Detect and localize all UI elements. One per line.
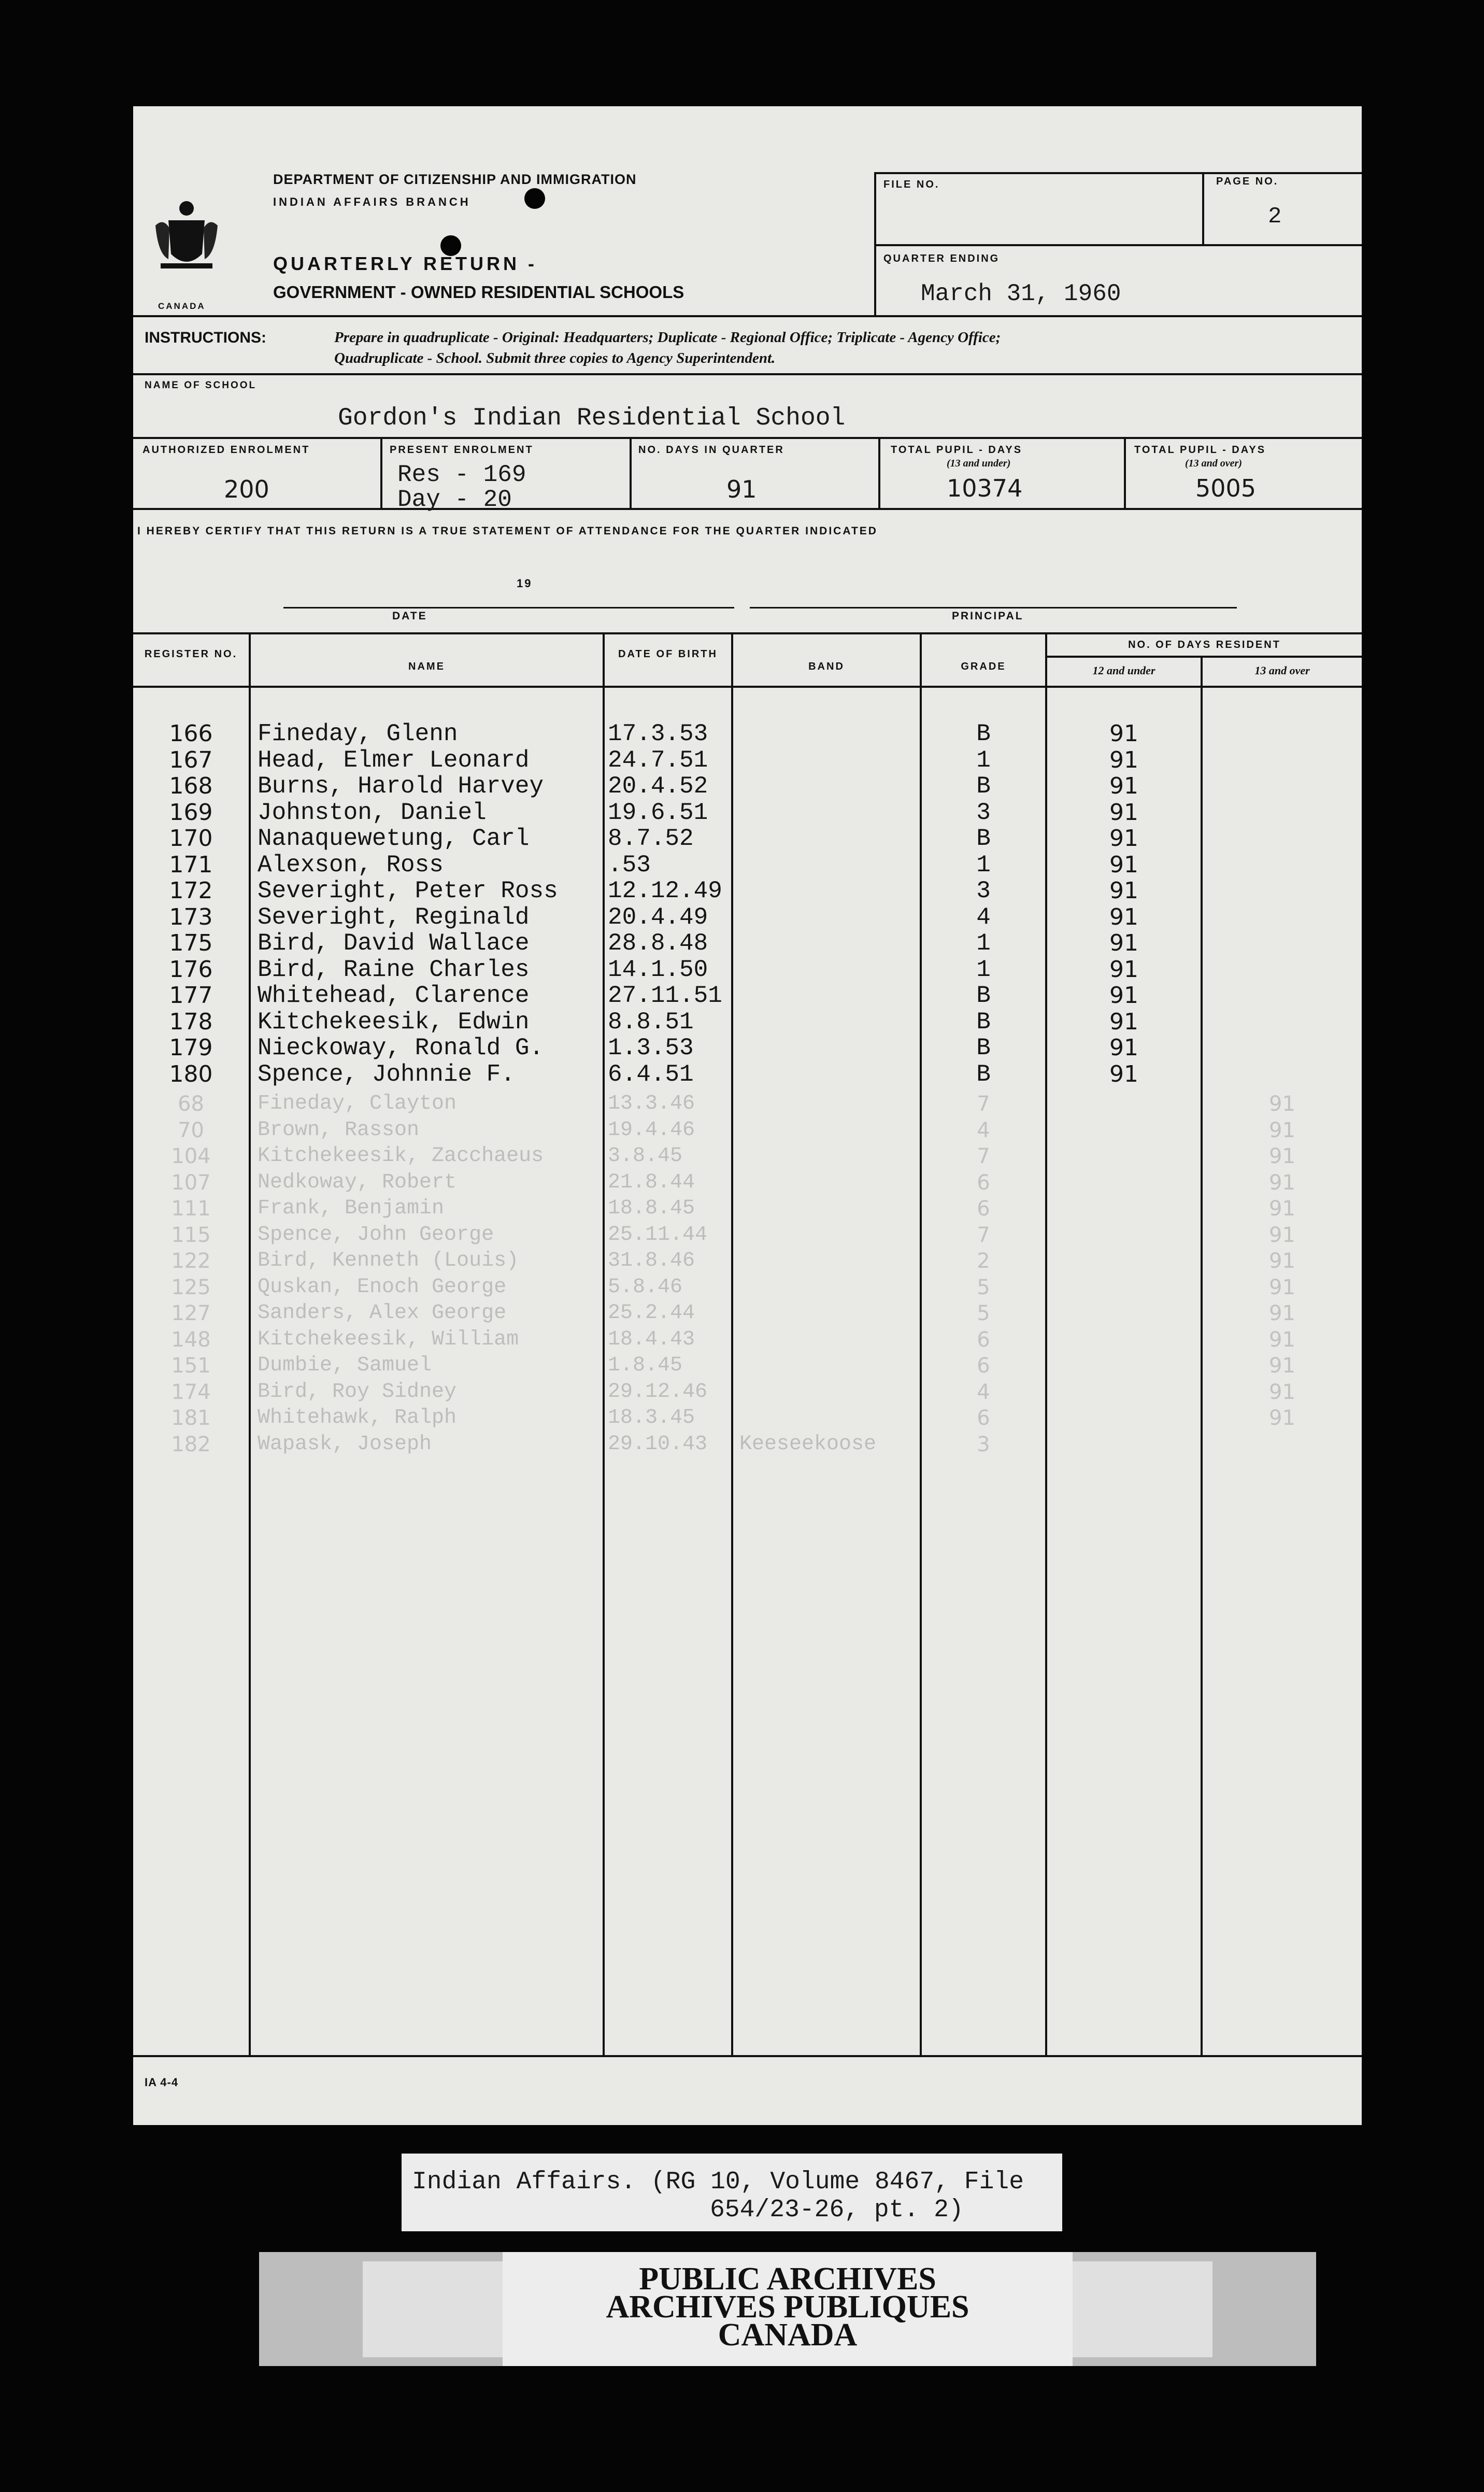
days-resident-under-12: 91 (1109, 1008, 1138, 1035)
date-of-birth: 1.3.53 (608, 1035, 694, 1061)
bleed-pupil-name: Spence, John George (258, 1223, 494, 1247)
bleed-band: Keeseekoose (739, 1432, 877, 1456)
page-number: 2 (1268, 204, 1282, 230)
days-resident-under-12: 91 (1109, 956, 1138, 983)
bleed-days-over-13: 91 (1269, 1275, 1295, 1299)
bleed-register-number: 127 (171, 1301, 211, 1325)
bleed-days-over-13: 91 (1269, 1249, 1295, 1273)
coat-of-arms-icon (153, 197, 220, 275)
bleed-date-of-birth: 13.3.46 (608, 1092, 695, 1115)
band-header: BAND (808, 661, 845, 672)
grade: 3 (976, 799, 991, 826)
pupil-days-over-sub: (13 and over) (1185, 458, 1242, 469)
pupil-name: Spence, Johnnie F. (258, 1060, 515, 1088)
grade: B (976, 1060, 991, 1088)
bleed-grade: 6 (977, 1327, 990, 1352)
grade: B (976, 1035, 991, 1061)
date-label: DATE (392, 610, 427, 622)
certify-statement: I HEREBY CERTIFY THAT THIS RETURN IS A TRUE STATEMENT OF ATTENDANCE FOR THE QUARTER INDICATED (137, 525, 878, 537)
bleed-pupil-name: Sanders, Alex George (258, 1301, 507, 1325)
present-enrolment-res: Res - 169 (397, 461, 526, 488)
bleed-date-of-birth: 1.8.45 (608, 1354, 683, 1377)
principal-label: PRINCIPAL (952, 610, 1024, 622)
grade: 1 (976, 956, 991, 983)
pupil-name: Bird, Raine Charles (258, 956, 530, 983)
register-number: 180 (169, 1060, 213, 1087)
days-resident-under-12: 91 (1109, 903, 1138, 930)
bleed-pupil-name: Brown, Rasson (258, 1118, 420, 1142)
bleed-pupil-name: Whitehawk, Ralph (258, 1406, 457, 1429)
days-resident-under-12: 91 (1109, 825, 1138, 852)
bleed-register-number: 182 (171, 1432, 211, 1456)
archive-stamp (259, 2252, 1316, 2366)
register-number: 169 (169, 799, 213, 826)
grade: 4 (976, 903, 991, 931)
pupil-name: Whitehead, Clarence (258, 982, 530, 1009)
canada-label: CANADA (158, 301, 206, 311)
register-number: 177 (169, 982, 213, 1009)
quarter-ending-value: March 31, 1960 (921, 280, 1121, 307)
grade: B (976, 825, 991, 852)
bleed-grade: 4 (977, 1380, 990, 1404)
days-resident-under-12: 91 (1109, 799, 1138, 826)
date-of-birth: 8.7.52 (608, 825, 694, 852)
punch-hole (524, 188, 545, 209)
bleed-register-number: 181 (171, 1406, 211, 1430)
over-13-header: 13 and over (1254, 664, 1310, 677)
bleed-register-number: 115 (171, 1223, 211, 1247)
bleed-register-number: 68 (178, 1092, 204, 1116)
bleed-register-number: 174 (171, 1380, 211, 1404)
bleed-grade: 5 (977, 1301, 990, 1325)
bleed-days-over-13: 91 (1269, 1301, 1295, 1325)
bleed-pupil-name: Bird, Kenneth (Louis) (258, 1249, 519, 1272)
pupil-name: Kitchekeesik, Edwin (258, 1008, 530, 1036)
days-resident-under-12: 91 (1109, 930, 1138, 956)
bleed-date-of-birth: 3.8.45 (608, 1144, 683, 1168)
bleed-grade: 7 (977, 1144, 990, 1168)
date-of-birth: 20.4.52 (608, 773, 708, 800)
bleed-date-of-birth: 25.11.44 (608, 1223, 708, 1247)
pupil-name: Nanaquewetung, Carl (258, 825, 530, 852)
bleed-days-over-13: 91 (1269, 1197, 1295, 1221)
present-enrolment-day: Day - 20 (397, 486, 512, 513)
bleed-pupil-name: Nedkoway, Robert (258, 1170, 457, 1194)
pupil-name: Bird, David Wallace (258, 930, 530, 957)
grade: B (976, 773, 991, 800)
bleed-grade: 6 (977, 1354, 990, 1378)
bleed-days-over-13: 91 (1269, 1223, 1295, 1247)
grade: 1 (976, 930, 991, 957)
bleed-register-number: 122 (171, 1249, 211, 1273)
bleed-grade: 3 (977, 1432, 990, 1456)
days-resident-under-12: 91 (1109, 746, 1138, 773)
bleed-days-over-13: 91 (1269, 1144, 1295, 1168)
bleed-pupil-name: Wapask, Joseph (258, 1432, 432, 1456)
days-resident-under-12: 91 (1109, 982, 1138, 1009)
bleed-register-number: 151 (171, 1354, 211, 1378)
school-name: Gordon's Indian Residential School (338, 404, 846, 432)
grade: 1 (976, 851, 991, 879)
register-no-header: REGISTER NO. (144, 648, 238, 660)
form-title: QUARTERLY RETURN - (273, 253, 538, 274)
page-no-label: PAGE NO. (1216, 176, 1279, 187)
pupil-name: Severight, Reginald (258, 903, 530, 931)
pupil-name: Fineday, Glenn (258, 720, 458, 747)
grade: 3 (976, 877, 991, 904)
bleed-days-over-13: 91 (1269, 1327, 1295, 1352)
archive-reference-line-2: 654/23-26, pt. 2) (710, 2196, 964, 2224)
bleed-grade: 7 (977, 1092, 990, 1116)
register-number: 171 (169, 851, 213, 878)
days-resident-under-12: 91 (1109, 1035, 1138, 1061)
form-subtitle: GOVERNMENT - OWNED RESIDENTIAL SCHOOLS (273, 282, 684, 302)
authorized-enrolment-value: 200 (224, 475, 269, 503)
register-number: 172 (169, 877, 213, 904)
bleed-days-over-13: 91 (1269, 1354, 1295, 1378)
days-resident-under-12: 91 (1109, 851, 1138, 878)
date-of-birth: 12.12.49 (608, 877, 722, 904)
pupil-days-under-sub: (13 and under) (947, 458, 1011, 469)
date-of-birth: .53 (608, 851, 651, 879)
date-year-prefix: 19 (517, 577, 533, 590)
under-12-header: 12 and under (1092, 664, 1155, 677)
bleed-pupil-name: Quskan, Enoch George (258, 1275, 507, 1299)
days-resident-under-12: 91 (1109, 877, 1138, 904)
table-bottom-border (133, 2055, 1362, 2057)
bleed-date-of-birth: 5.8.46 (608, 1275, 683, 1299)
bleed-grade: 7 (977, 1223, 990, 1247)
bleed-date-of-birth: 19.4.46 (608, 1118, 695, 1142)
register-number: 175 (169, 930, 213, 956)
present-enrolment-label: PRESENT ENROLMENT (390, 444, 534, 456)
register-number: 179 (169, 1035, 213, 1061)
pupil-name: Severight, Peter Ross (258, 877, 558, 904)
bleed-date-of-birth: 25.2.44 (608, 1301, 695, 1325)
pupil-name: Burns, Harold Harvey (258, 773, 544, 800)
pupil-name: Johnston, Daniel (258, 799, 487, 826)
bleed-grade: 5 (977, 1275, 990, 1299)
pupil-days-under-label: TOTAL PUPIL - DAYS (891, 444, 1023, 456)
bleed-days-over-13: 91 (1269, 1118, 1295, 1142)
date-of-birth: 19.6.51 (608, 799, 708, 826)
pupil-days-over-value: 5005 (1195, 474, 1257, 502)
bleed-grade: 4 (977, 1118, 990, 1142)
pupil-name: Alexson, Ross (258, 851, 444, 879)
bleed-days-over-13: 91 (1269, 1170, 1295, 1195)
date-of-birth: 20.4.49 (608, 903, 708, 931)
instructions-line-2: Quadruplicate - School. Submit three copies to Agency Superintendent. (334, 350, 776, 366)
grade: B (976, 982, 991, 1009)
archive-reference-line-1: Indian Affairs. (RG 10, Volume 8467, File (412, 2168, 1024, 2196)
register-number: 178 (169, 1008, 213, 1035)
date-of-birth: 14.1.50 (608, 956, 708, 983)
days-resident-under-12: 91 (1109, 1060, 1138, 1087)
date-of-birth: 27.11.51 (608, 982, 722, 1009)
days-in-quarter-value: 91 (726, 475, 757, 503)
archive-stamp-line-2: ARCHIVES PUBLIQUES (606, 2289, 969, 2325)
pupil-name: Head, Elmer Leonard (258, 746, 530, 774)
bleed-register-number: 70 (178, 1118, 204, 1142)
table-header-border (133, 686, 1362, 688)
days-resident-under-12: 91 (1109, 720, 1138, 747)
pupil-days-over-label: TOTAL PUPIL - DAYS (1134, 444, 1266, 456)
days-resident-header: NO. OF DAYS RESIDENT (1128, 639, 1281, 650)
grade-header: GRADE (961, 661, 1006, 672)
school-name-label: NAME OF SCHOOL (145, 380, 257, 391)
instructions-line-1: Prepare in quadruplicate - Original: Headquarters; Duplicate - Regional Office; Triplicate - Agency Office; (334, 329, 1001, 346)
table-top-border (133, 632, 1362, 634)
register-number: 173 (169, 903, 213, 930)
bleed-date-of-birth: 31.8.46 (608, 1249, 695, 1272)
bleed-date-of-birth: 21.8.44 (608, 1170, 695, 1194)
bleed-pupil-name: Kitchekeesik, Zacchaeus (258, 1144, 544, 1168)
date-of-birth: 24.7.51 (608, 746, 708, 774)
pupil-days-under-value: 10374 (947, 474, 1023, 502)
bleed-pupil-name: Dumbie, Samuel (258, 1354, 432, 1377)
register-number: 176 (169, 956, 213, 983)
archive-stamp-line-1: PUBLIC ARCHIVES (639, 2261, 936, 2297)
bleed-grade: 6 (977, 1170, 990, 1195)
bleed-pupil-name: Kitchekeesik, William (258, 1327, 519, 1351)
bleed-days-over-13: 91 (1269, 1380, 1295, 1404)
register-number: 166 (169, 720, 213, 747)
bleed-pupil-name: Frank, Benjamin (258, 1197, 445, 1220)
bleed-days-over-13: 91 (1269, 1092, 1295, 1116)
department-name: DEPARTMENT OF CITIZENSHIP AND IMMIGRATION (273, 172, 637, 187)
authorized-enrolment-label: AUTHORIZED ENROLMENT (142, 444, 310, 456)
bleed-date-of-birth: 18.4.43 (608, 1327, 695, 1351)
register-number: 167 (169, 746, 213, 773)
principal-line (750, 607, 1237, 608)
archive-reference-label (402, 2154, 1062, 2231)
date-of-birth: 28.8.48 (608, 930, 708, 957)
name-header: NAME (408, 661, 445, 672)
bleed-register-number: 111 (171, 1197, 211, 1221)
grade: B (976, 720, 991, 747)
date-of-birth: 6.4.51 (608, 1060, 694, 1088)
bleed-date-of-birth: 18.3.45 (608, 1406, 695, 1429)
register-number: 170 (169, 825, 213, 852)
form-sheet (133, 106, 1362, 2125)
bleed-register-number: 104 (171, 1144, 211, 1168)
bleed-register-number: 107 (171, 1170, 211, 1195)
grade: 1 (976, 746, 991, 774)
bleed-date-of-birth: 29.10.43 (608, 1432, 708, 1456)
date-of-birth: 8.8.51 (608, 1008, 694, 1036)
grade: B (976, 1008, 991, 1036)
archive-stamp-line-3: CANADA (718, 2317, 858, 2353)
date-line (283, 607, 734, 608)
register-number: 168 (169, 773, 213, 799)
bleed-grade: 6 (977, 1197, 990, 1221)
bleed-date-of-birth: 29.12.46 (608, 1380, 708, 1404)
days-resident-under-12: 91 (1109, 773, 1138, 799)
form-code: IA 4-4 (145, 2076, 179, 2089)
file-no-label: FILE NO. (883, 179, 940, 190)
date-of-birth: 17.3.53 (608, 720, 708, 747)
quarter-ending-label: QUARTER ENDING (883, 253, 1000, 264)
bleed-register-number: 125 (171, 1275, 211, 1299)
bleed-grade: 6 (977, 1406, 990, 1430)
bleed-days-over-13: 91 (1269, 1406, 1295, 1430)
bleed-pupil-name: Fineday, Clayton (258, 1092, 457, 1115)
dob-header: DATE OF BIRTH (618, 648, 718, 660)
pupil-name: Nieckoway, Ronald G. (258, 1035, 544, 1061)
days-in-quarter-label: NO. DAYS IN QUARTER (638, 444, 784, 456)
branch-name: INDIAN AFFAIRS BRANCH (273, 195, 471, 208)
bleed-pupil-name: Bird, Roy Sidney (258, 1380, 457, 1404)
bleed-register-number: 148 (171, 1327, 211, 1352)
instructions-label: INSTRUCTIONS: (145, 329, 266, 346)
bleed-grade: 2 (977, 1249, 990, 1273)
bleed-date-of-birth: 18.8.45 (608, 1197, 695, 1220)
